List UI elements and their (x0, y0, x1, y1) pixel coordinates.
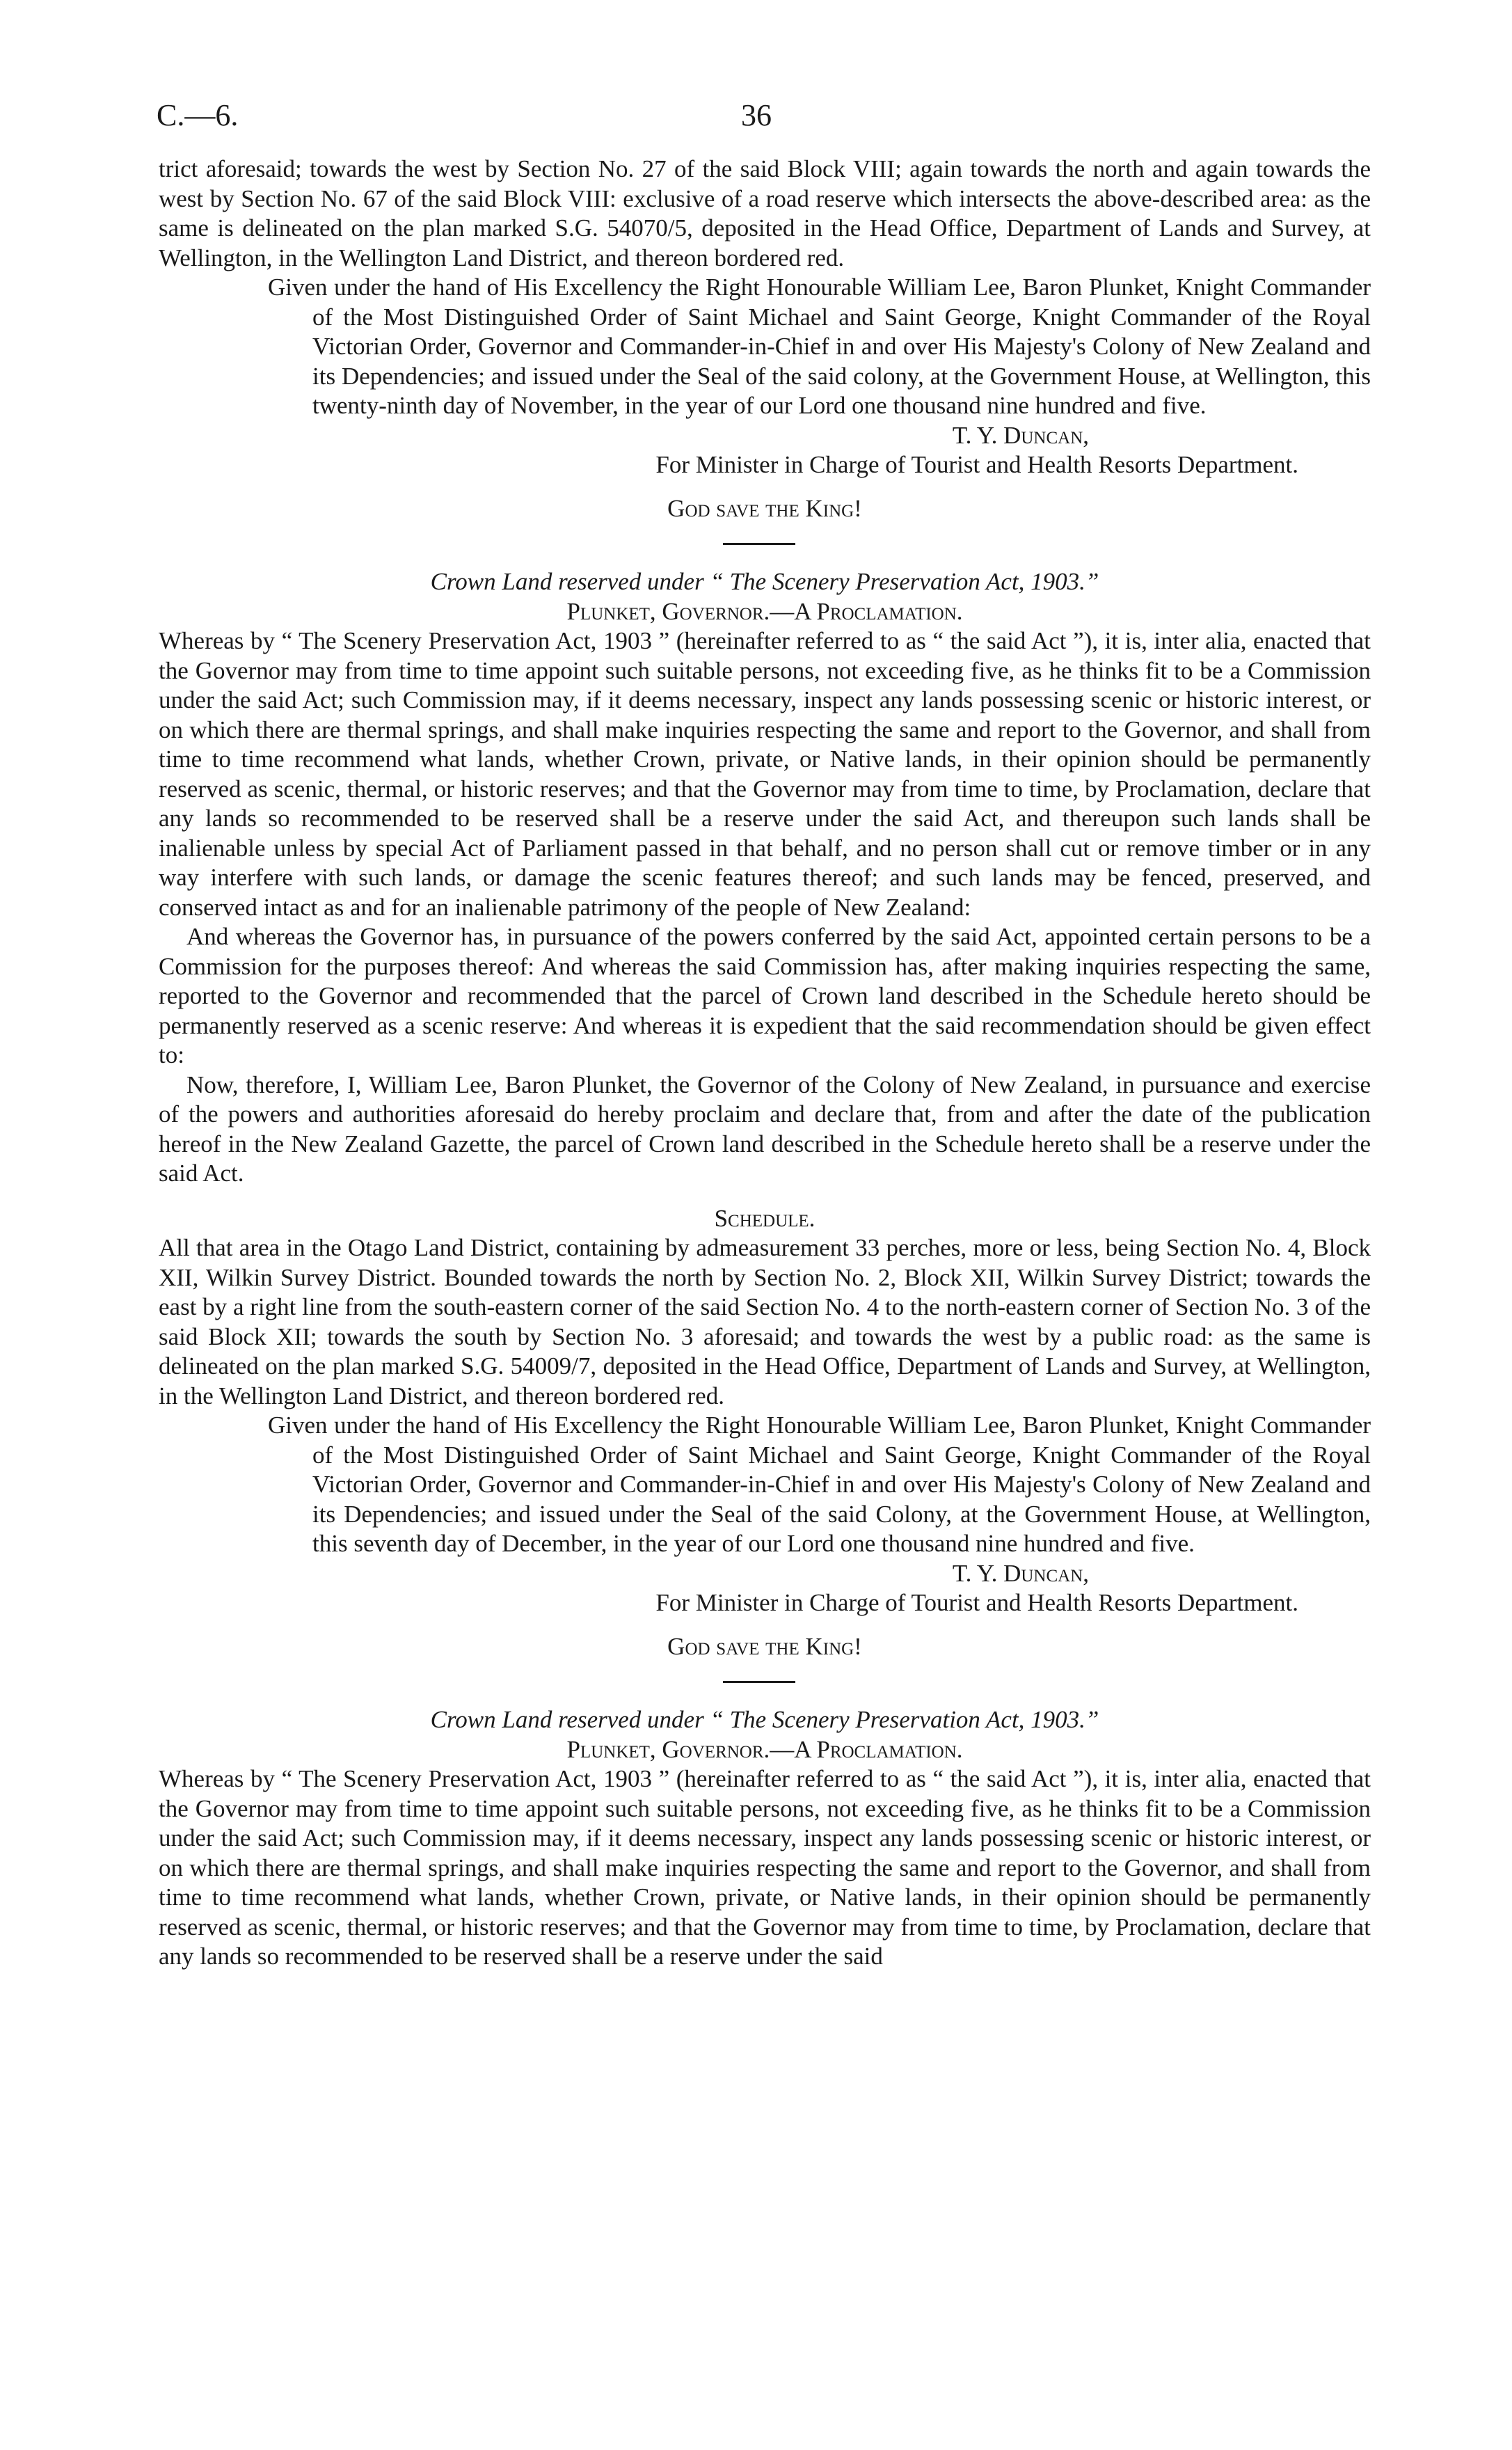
given-under-hand-paragraph: Given under the hand of His Excellency the Right Honourable William Lee, Baron Plunket, Knight Commander of the Most Distinguished Order of Saint Michael and Saint George, Knight Commander of the Royal Victorian Order, Governor and Commander-in-Chief in and over His Majesty's Colony of New Zealand and its Dependencies; and issued under the Seal of the said Colony, at the Government House, at Wellington, this seventh day of December, in the year of our Lord one thousand nine hundred and five. (268, 1412, 1371, 1557)
governor-line: Plunket, Governor.—A Proclamation. (566, 1735, 963, 1763)
given-under-hand-paragraph: Given under the hand of His Excellency the Right Honourable William Lee, Baron Plunket, Knight Commander of the Most Distinguished Order of Saint Michael and Saint George, Knight Commander of the Royal Victorian Order, Governor and Commander-in-Chief in and over His Majesty's Colony of New Zealand and its Dependencies; and issued under the Seal of the said colony, at the Government House, at Wellington, this twenty-ninth day of November, in the year of our Lord one thousand nine hundred and five. (268, 274, 1371, 419)
continuation-paragraph: trict aforesaid; towards the west by Section No. 27 of the said Block VIII; again towards the north and again towards the west by Section No. 67 of the said Block VIII: exclusive of a road reserve which intersects the above-described area: as the same is delineated on the plan marked S.G. 54070/5, deposited in the Head Office, Department of Lands and Survey, at Wellington, in the Wellington Land District, and thereon bordered red. (159, 155, 1371, 271)
now-therefore-paragraph: Now, therefore, I, William Lee, Baron Plunket, the Governor of the Colony of New Zealand, in pursuance and exercise of the powers and authorities aforesaid do hereby proclaim and declare that, from and after the date of the publication hereof in the New Zealand Gazette, the parcel of Crown land described in the Schedule hereto shall be a reserve under the said Act. (159, 1070, 1371, 1187)
signatory-title: For Minister in Charge of Tourist and Health Resorts Department. (655, 1589, 1298, 1616)
whereas-paragraph: Whereas by “ The Scenery Preservation Act, 1903 ” (hereinafter referred to as “ the said Act ”), it is, inter alia, enacted that the Governor may from time to time appoint such suitable persons, not exceeding five, as he thinks fit to be a Commission under the said Act; such Commission may, if it deems necessary, inspect any lands possessing scenic or historic interest, or on which there are thermal springs, and shall make inquiries respecting the same and report to the Governor, and shall from time to time recommend what lands, whether Crown, private, or Native lands, in their opinion should be permanently reserved as scenic, thermal, or historic reserves; and that the Governor may from time to time, by Proclamation, declare that any lands so recommended to be reserved shall be a reserve under the said (159, 1765, 1371, 1970)
governor-line: Plunket, Governor.—A Proclamation. (566, 597, 963, 625)
signatory-name: T. Y. Duncan, (952, 1559, 1089, 1587)
schedule-text: All that area in the Otago Land District, containing by admeasurement 33 perches, more or less, being Section No. 4, Block XII, Wilkin Survey District. Bounded towards the north by Section No. 2, Block XII, Wilkin Survey District; towards the east by a right line from the south-eastern corner of the said Section No. 4 to the north-eastern corner of Section No. 3 of the said Block XII; towards the south by Section No. 3 aforesaid; and towards the west by a public road: as the same is delineated on the plan marked S.G. 54009/7, deposited in the Head Office, Department of Lands and Survey, at Wellington, in the Wellington Land District, and thereon bordered red. (159, 1234, 1371, 1409)
and-whereas-paragraph: And whereas the Governor has, in pursuance of the powers conferred by the said Act, appointed certain persons to be a Commission for the purposes thereof: And whereas the said Commission has, after making inquiries respecting the same, reported to the Governor and recommended that the parcel of Crown land described in the Schedule hereto should be permanently reserved as a scenic reserve: And whereas it is expedient that the said recommendation should be given effect to: (159, 923, 1371, 1068)
page-body (159, 155, 1371, 1972)
god-save-the-king: God save the King! (667, 1632, 862, 1660)
page-header (157, 97, 1355, 139)
schedule-heading: Schedule. (714, 1204, 815, 1232)
whereas-paragraph: Whereas by “ The Scenery Preservation Act, 1903 ” (hereinafter referred to as “ the said Act ”), it is, inter alia, enacted that the Governor may from time to time appoint such suitable persons, not exceeding five, as he thinks fit to be a Commission under the said Act; such Commission may, if it deems necessary, inspect any lands possessing scenic or historic interest, or on which there are thermal springs, and shall make inquiries respecting the same and report to the Governor, and shall from time to time recommend what lands, whether Crown, private, or Native lands, in their opinion should be permanently reserved as scenic, thermal, or historic reserves; and that the Governor may from time to time, by Proclamation, declare that any lands so recommended to be reserved shall be a reserve under the said Act, and thereupon such lands shall be inalienable unless by special Act of Parliament passed in that behalf, and no person shall cut or remove timber or in any way interfere with such lands, or damage the scenic features thereof; and such lands may be fenced, preserved, and conserved intact as and for an inalienable patrimony of the people of New Zealand: (159, 627, 1371, 921)
section-divider (723, 1681, 795, 1683)
signatory-title: For Minister in Charge of Tourist and Health Resorts Department. (655, 451, 1298, 478)
god-save-the-king: God save the King! (667, 494, 862, 522)
proclamation-title: Crown Land reserved under “ The Scenery Preservation Act, 1903.” (430, 1706, 1099, 1733)
proclamation-title: Crown Land reserved under “ The Scenery Preservation Act, 1903.” (430, 568, 1099, 595)
signatory-name: T. Y. Duncan, (952, 421, 1089, 449)
page-number: 36 (741, 98, 772, 132)
document-id: C.—6. (157, 98, 239, 132)
section-divider (723, 543, 795, 545)
